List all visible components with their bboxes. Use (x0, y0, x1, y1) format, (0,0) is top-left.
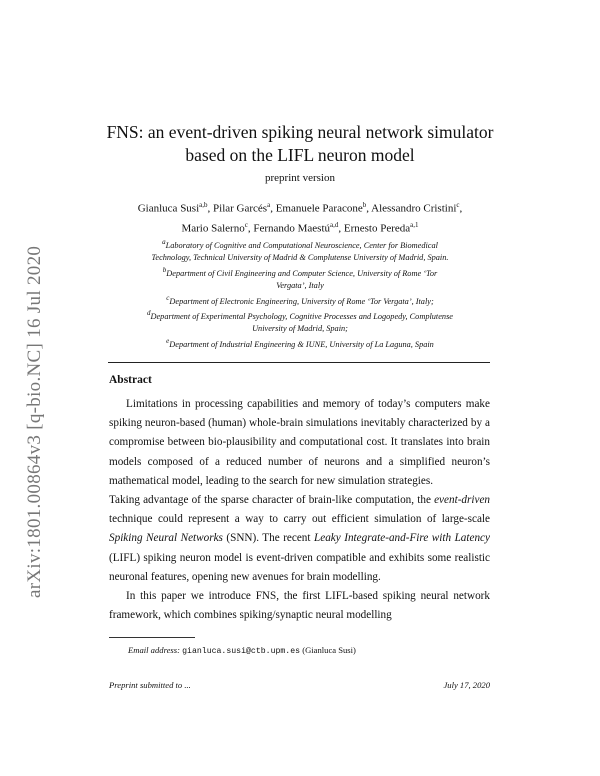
abstract-text: (LIFL) spiking neuron model is event-driven compatible and exhibits some realistic neuronal features, opening new avenues for brain modelling. (109, 551, 490, 583)
footer-date: July 17, 2020 (443, 680, 490, 690)
affiliation-text: University of Madrid, Spain; (252, 324, 348, 334)
paper-title (100, 121, 500, 167)
arxiv-id-text: arXiv:1801.00864v3 [q-bio.NC] 16 Jul 2020 (24, 245, 45, 598)
abstract-text: technique could represent a way to carry out efficient simulation of large-scale (109, 513, 490, 526)
author-affil-mark: c (244, 220, 248, 229)
author-name: Emanuele Paracone (275, 202, 363, 215)
author-name: Fernando Maestú (253, 222, 331, 235)
author-affil-mark: a,b (199, 201, 208, 209)
abstract-top-rule (108, 362, 490, 363)
affiliation-mark: c (166, 293, 170, 302)
emphasized-term: Spiking Neural Networks (109, 532, 223, 545)
affiliation-line (108, 323, 492, 335)
affiliation-text: Technology, Technical University of Madrid & Complutense University of Madrid, Spain. (151, 252, 449, 262)
abstract-heading: Abstract (109, 374, 152, 386)
affiliation-text: Department of Electronic Engineering, University of Rome ‘Tor Vergata’, Italy; (169, 296, 434, 306)
affiliation-text: Department of Experimental Psychology, Cognitive Processes and Logopedy, Complutense (150, 312, 453, 322)
emphasized-term: event-driven (434, 494, 490, 507)
abstract-paragraph-1: Limitations in processing capabilities and memory of today’s computers make spiking neuron-based (human) whole-brain simulations inevitably characterized by a compromise between bio-plausibility and computational cost. It translates into brain models composed of a reduced number of neurons and a simplified neuron’s mathematical model, leading to the search for new simulation strategies. (109, 398, 490, 487)
affiliation-line (108, 264, 492, 280)
footnote-label: Email address: (128, 645, 180, 655)
affiliation-line (108, 236, 492, 252)
abstract-text: Taking advantage of the sparse character of brain-like computation, the (109, 494, 435, 507)
affiliation-mark: a (162, 238, 166, 246)
author-line-1: Gianluca Susi$^{a,b}$, Pilar Garcés$^a$, Emanuele Paracone$^b$, Alessandro Cristini$^c$, (137, 201, 463, 215)
affiliation-line (108, 307, 492, 323)
affiliation-line (108, 252, 492, 264)
affiliation-text: Department of Industrial Engineering & IUNE, University of La Laguna, Spain (169, 339, 434, 349)
abstract-paragraph-3: In this paper we introduce FNS, the first LIFL-based spiking neural network framework, which combines spiking/synaptic neural modelling (109, 590, 490, 622)
author-name: Alessandro Cristini (371, 202, 457, 215)
affiliations (108, 236, 492, 351)
author-affil-mark: a (267, 201, 271, 209)
arxiv-identifier (24, 178, 46, 598)
author-name: Ernesto Pereda (343, 222, 411, 235)
affiliation-text: Laboratory of Cognitive and Computational Neuroscience, Center for Biomedical (165, 240, 438, 250)
email-link[interactable]: gianluca.susi@ctb.upm.es (182, 647, 301, 656)
author-affil-mark: b (362, 201, 367, 209)
author-name: Mario Salerno (181, 222, 245, 235)
abstract-text: (SNN). The recent (222, 532, 315, 545)
author-line-2: Mario Salerno$^c$, Fernando Maestú$^{a,d}$, Ernesto Pereda$^{a,1}$ (181, 220, 419, 235)
preprint-note: Preprint submitted to ... (109, 680, 191, 690)
footnote-name: (Gianluca Susi) (302, 645, 356, 655)
footnote-rule (109, 637, 195, 638)
author-name: Gianluca Susi (137, 202, 200, 215)
affiliation-line (108, 280, 492, 292)
abstract-paragraph-2 (109, 491, 490, 587)
affiliation-text: Department of Civil Engineering and Computer Science, University of Rome ‘Tor (166, 268, 438, 278)
affiliation-mark: e (166, 337, 170, 346)
abstract-body (109, 395, 490, 625)
author-list (100, 197, 500, 236)
author-affil-mark: a,d (330, 220, 339, 229)
affiliation-mark: b (162, 265, 167, 274)
affiliation-line (108, 335, 492, 351)
emphasized-term: Leaky Integrate-and-Fire with Latency (314, 532, 490, 545)
author-affil-mark: c (456, 201, 460, 209)
author-name: Pilar Garcés (213, 202, 268, 215)
affiliation-text: Vergata’, Italy (276, 280, 324, 290)
footnote (128, 645, 356, 656)
author-affil-mark: a,1 (410, 220, 419, 229)
title-line-2: based on the LIFL neuron model (185, 145, 415, 165)
subtitle: preprint version (265, 172, 335, 184)
affiliation-line (108, 292, 492, 308)
affiliation-mark: d (147, 309, 151, 318)
title-line-1: FNS: an event-driven spiking neural network simulator (106, 122, 494, 142)
